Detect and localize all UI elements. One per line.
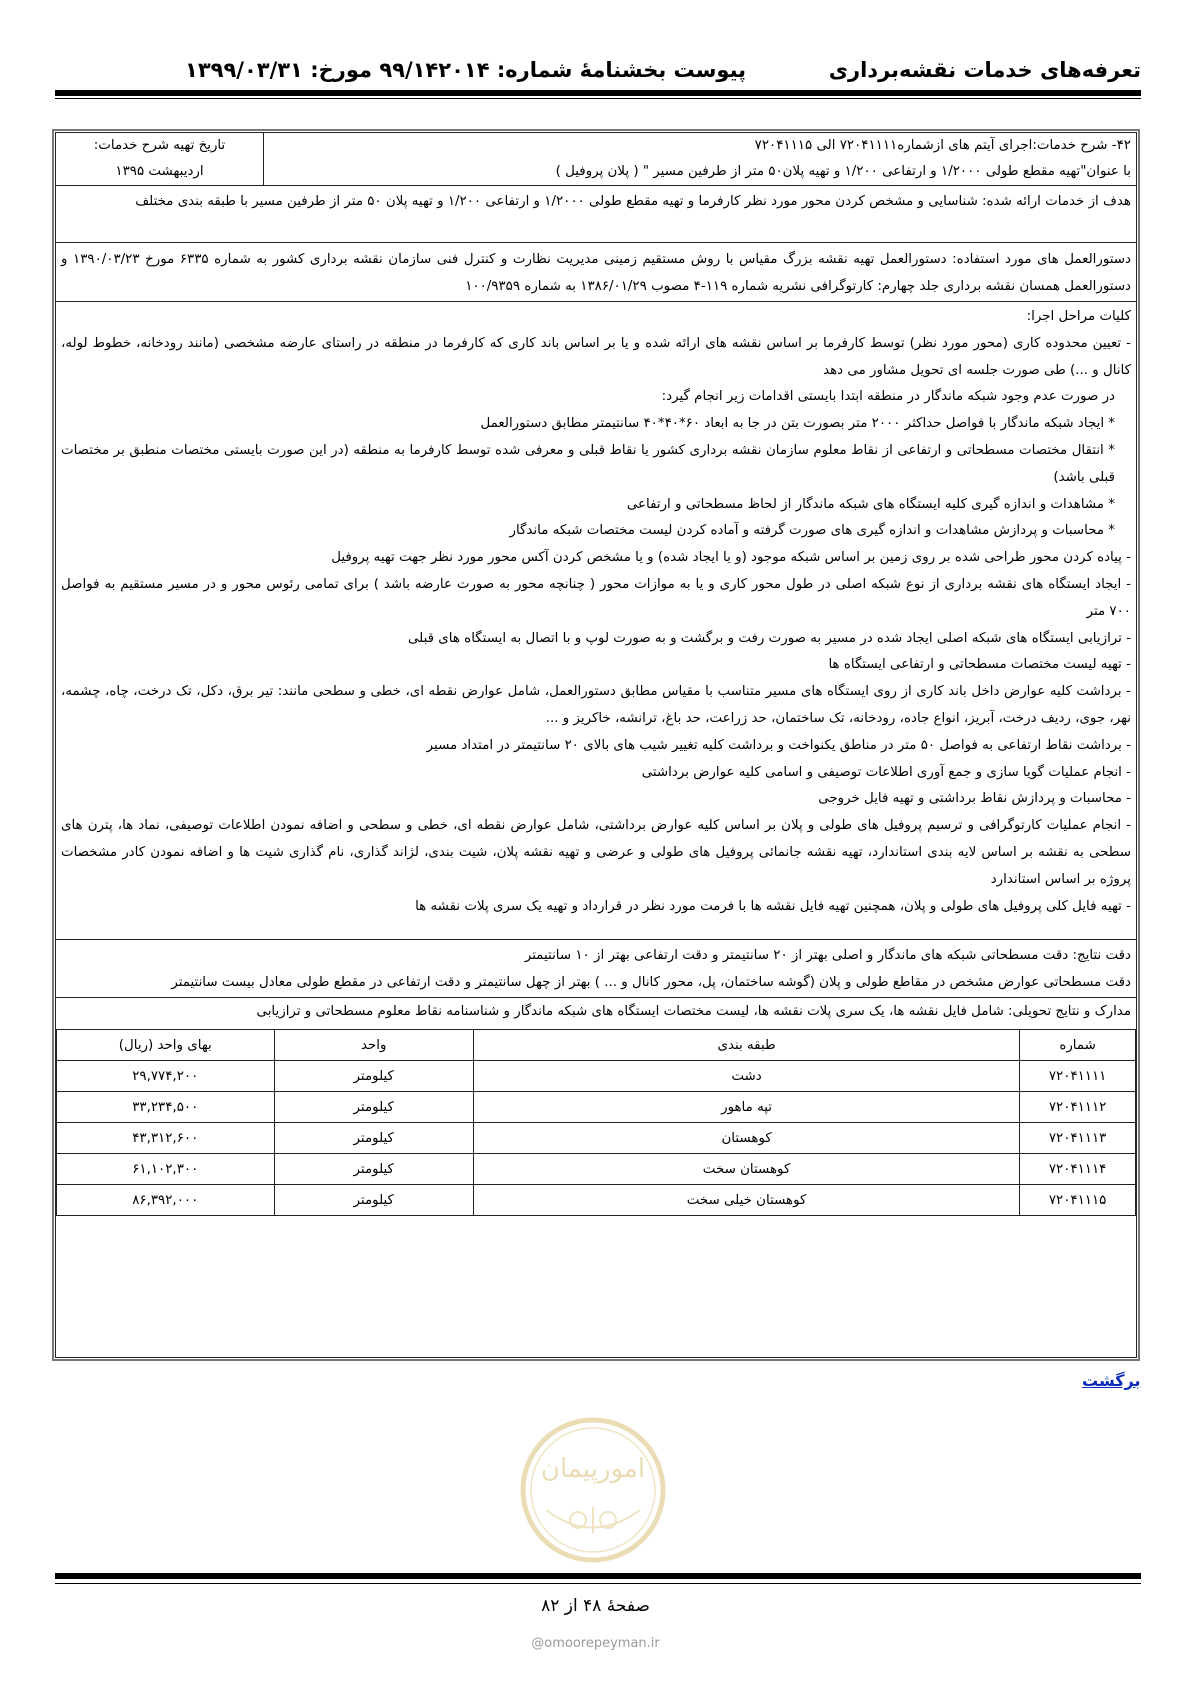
cell-price: ۴۳,۳۱۲,۶۰۰	[57, 1123, 275, 1154]
rate-table	[56, 1029, 1136, 1216]
step-item: - ترازیابی ایستگاه های شبکه اصلی ایجاد شده در مسیر به صورت رفت و برگشت و به صورت لوپ و با اتصال به ایستگاه های قبلی	[408, 630, 1131, 646]
cell-number: ۷۲۰۴۱۱۱۵	[1020, 1185, 1136, 1216]
accuracy-line2: دقت مسطحاتی عوارض مشخص در مقاطع طولی و پلان (گوشه ساختمان، پل، محور کانال و ... ) بهتر از چهل سانتیمتر و دقت ارتفاعی در مقطع طولی معادل بیست سانتیمتر	[171, 975, 1131, 990]
goal-row	[56, 186, 1136, 243]
stamp-text: امورپیمان	[540, 1454, 646, 1484]
steps-title: کلیات مراحل اجرا:	[1026, 309, 1131, 324]
service-description-line2: با عنوان"تهیه مقطع طولی ۱/۲۰۰۰ و ارتفاعی ۱/۲۰۰ و تهیه پلان۵۰ متر از طرفین مسیر " ( پلان پروفیل )	[555, 164, 1131, 179]
service-description	[265, 133, 1131, 185]
table-row	[57, 1185, 1136, 1216]
service-row	[56, 133, 1136, 186]
header-price: بهای واحد (ریال)	[57, 1030, 275, 1061]
date-label: تاریخ تهیه شرح خدمات:	[93, 138, 226, 153]
divider	[263, 133, 264, 186]
date-value: اردیبهشت ۱۳۹۵	[115, 164, 204, 179]
table-row	[57, 1092, 1136, 1123]
steps-row	[56, 302, 1136, 940]
header-unit: واحد	[274, 1030, 473, 1061]
cell-unit: کیلومتر	[274, 1061, 473, 1092]
step-item: - انجام عملیات گویا سازی و جمع آوری اطلاعات توصیفی و اسامی کلیه عوارض برداشتی	[641, 764, 1131, 780]
cell-unit: کیلومتر	[274, 1123, 473, 1154]
step-item: - انجام عملیات کارتوگرافی و ترسیم پروفیل های طولی و پلان بر اساس کلیه عوارض برداشتی، شامل عوارض نقطه ای، خطی و سطحی و اضافه نمودن اطلاعات توصیفی، نماد ها، پترن های سطحی به نقشه بر اساس لایه بندی استاندارد، تهیه نقشه جانمائی پروفیل های طولی و عرضی و تهیه نقشه پلان، شیت بندی، لژاند گذاری، نام گذاری شیت ها و اضافه نمودن کادر مشخصات پروژه بر اساس استاندارد	[61, 818, 1131, 887]
instructions-row	[56, 243, 1136, 302]
cell-price: ۳۳,۲۳۴,۵۰۰	[57, 1092, 275, 1123]
service-description-line1: ۴۲- شرح خدمات:اجرای آیتم های ازشماره۷۲۰۴۱۱۱۱ الی ۷۲۰۴۱۱۱۵	[754, 138, 1131, 153]
service-date	[56, 133, 263, 185]
header-number: شماره	[1020, 1030, 1136, 1061]
cell-number: ۷۲۰۴۱۱۱۳	[1020, 1123, 1136, 1154]
service-table	[55, 132, 1137, 1358]
cell-unit: کیلومتر	[274, 1092, 473, 1123]
step-item: - محاسبات و پردازش نقاط برداشتی و تهیه فایل خروجی	[818, 791, 1131, 807]
document-title: تعرفه‌های خدمات نقشه‌برداری	[828, 58, 1141, 82]
footer-rule	[55, 1573, 1141, 1579]
step-item: - برداشت نقاط ارتفاعی به فواصل ۵۰ متر در مناطق یکنواخت و برداشت کلیه تغییر شیب های بالای ۲۰ سانتیمتر در امتداد مسیر	[426, 737, 1131, 753]
step-item: - تهیه فایل کلی پروفیل های طولی و پلان، همچنین تهیه فایل نقشه ها با فرمت مورد نظر در قرارداد و تهیه یک سری پلات نقشه ها	[415, 898, 1131, 914]
step-item: * ایجاد شبکه ماندگار با فواصل حداکثر ۲۰۰۰ متر بصورت بتن در جا به ابعاد ۶۰*۴۰*۴۰ سانتیمتر مطابق دستورالعمل	[480, 416, 1115, 432]
site-watermark: @omoorepeyman.ir	[531, 1636, 660, 1651]
cell-category: کوهستان خیلی سخت	[473, 1185, 1019, 1216]
header-rule	[55, 90, 1141, 96]
footer-rule-thin	[55, 1583, 1141, 1584]
back-link[interactable]: برگشت	[1082, 1371, 1141, 1390]
cell-category: کوهستان	[473, 1123, 1019, 1154]
cell-price: ۲۹,۷۷۴,۲۰۰	[57, 1061, 275, 1092]
step-item: - ایجاد ایستگاه های نقشه برداری از نوع شبکه اصلی در طول محور کاری و یا به موازات محور ( چنانچه محور به صورت عارضه باشد ) برای تمامی رئوس محور و در مسیر مستقیم به فواصل ۷۰۰ متر	[61, 576, 1131, 619]
accuracy-row	[56, 940, 1136, 998]
step-item: - تعیین محدوده کاری (محور مورد نظر) توسط کارفرما بر اساس نقشه های ارائه شده و یا بر اساس باند کاری که کارفرما در منطقه در راستای عارضه مشخصی (مانند رودخانه، خطوط لوله، کانال و ...) طی صورت جلسه ای تحویل مشاور می دهد	[61, 335, 1131, 378]
table-row	[57, 1154, 1136, 1185]
table-row	[57, 1123, 1136, 1154]
step-item: * انتقال مختصات مسطحاتی و ارتفاعی از نقاط معلوم سازمان نقشه برداری کشور یا نقاط قبلی و معرفی شده توسط کارفرما به منطقه (در این صورت بایستی مختصات منطبق بر مختصات قبلی باشد)	[61, 442, 1115, 485]
watermark-stamp	[518, 1415, 668, 1565]
step-item: - پیاده کردن محور طراحی شده بر روی زمین بر اساس شبکه موجود (و یا ایجاد شده) و یا مشخص کردن آکس محور مورد نظر جهت تهیه پروفیل	[331, 550, 1131, 566]
cell-category: تپه ماهور	[473, 1092, 1019, 1123]
step-item: در صورت عدم وجود شبکه ماندگار در منطقه ابتدا بایستی اقدامات زیر انجام گیرد:	[661, 389, 1115, 405]
goal-text: هدف از خدمات ارائه شده: شناسایی و مشخص کردن محور مورد نظر کارفرما و تهیه مقطع طولی ۱/۲۰۰۰ و ارتفاعی ۱/۲۰۰ و تهیه پلان ۵۰ متر از طرفین مسیر با طبقه بندی مختلف	[135, 194, 1131, 209]
deliverables-row	[56, 998, 1136, 1029]
instructions-text: دستورالعمل های مورد استفاده: دستورالعمل تهیه نقشه بزرگ مقیاس با روش مستقیم زمینی مدیریت نظارت و کنترل فنی سازمان نقشه برداری کشور به شماره ۶۳۳۵ مورخ ۱۳۹۰/۰۳/۲۳ و دستورالعمل همسان نقشه برداری جلد چهارم: کارتوگرافی نشریه شماره ۱۱۹-۴ مصوب ۱۳۸۶/۰۱/۲۹ به شماره ۱۰۰/۹۳۵۹	[61, 252, 1131, 294]
cell-category: دشت	[473, 1061, 1019, 1092]
header-category: طبقه بندی	[473, 1030, 1019, 1061]
page-number: صفحهٔ ۴۸ از ۸۲	[541, 1596, 650, 1616]
step-item: - برداشت کلیه عوارض داخل باند کاری از روی ایستگاه های مسیر متناسب با مقیاس مطابق دستورالعمل، شامل عوارض نقطه ای، خطی و سطحی مانند: تیر برق، دکل، تک درخت، چاه، چشمه، نهر، جوی، ردیف درخت، آبریز، انواع جاده، رودخانه، تک ساختمان، حد زراعت، حد باغ، ترانشه، خاکریز و ...	[61, 684, 1131, 726]
table-row	[57, 1061, 1136, 1092]
cell-price: ۶۱,۱۰۲,۳۰۰	[57, 1154, 275, 1185]
cell-number: ۷۲۰۴۱۱۱۲	[1020, 1092, 1136, 1123]
accuracy-line1: دقت نتایج: دقت مسطحاتی شبکه های ماندگار و اصلی بهتر از ۲۰ سانتیمتر و دقت ارتفاعی بهتر از ۱۰ سانتیمتر	[524, 948, 1131, 963]
page-header	[55, 58, 1141, 88]
cell-unit: کیلومتر	[274, 1154, 473, 1185]
header-rule-thin	[55, 98, 1141, 99]
step-item: - تهیه لیست مختصات مسطحاتی و ارتفاعی ایستگاه ها	[828, 657, 1131, 673]
step-item: * مشاهدات و اندازه گیری کلیه ایستگاه های شبکه ماندگار از لحاظ مسطحاتی و ارتفاعی	[626, 496, 1115, 512]
circular-reference: پیوست بخشنامهٔ شماره: ۹۹/۱۴۲۰۱۴ مورخ: ۱۳۹۹/۰۳/۳۱	[185, 58, 747, 82]
deliverables-text: مدارک و نتایج تحویلی: شامل فایل نقشه ها، یک سری پلات نقشه ها، لیست مختصات ایستگاه های شبکه ماندگار و شناسنامه نقاط معلوم مسطحاتی و ترازیابی	[256, 1004, 1131, 1019]
service-frame	[52, 129, 1140, 1361]
cell-number: ۷۲۰۴۱۱۱۴	[1020, 1154, 1136, 1185]
cell-price: ۸۶,۳۹۲,۰۰۰	[57, 1185, 275, 1216]
step-item: * محاسبات و پردازش مشاهدات و اندازه گیری های صورت گرفته و آماده کردن لیست مختصات شبکه ماندگار	[509, 523, 1115, 539]
cell-number: ۷۲۰۴۱۱۱۱	[1020, 1061, 1136, 1092]
cell-category: کوهستان سخت	[473, 1154, 1019, 1185]
table-header-row	[57, 1030, 1136, 1061]
cell-unit: کیلومتر	[274, 1185, 473, 1216]
